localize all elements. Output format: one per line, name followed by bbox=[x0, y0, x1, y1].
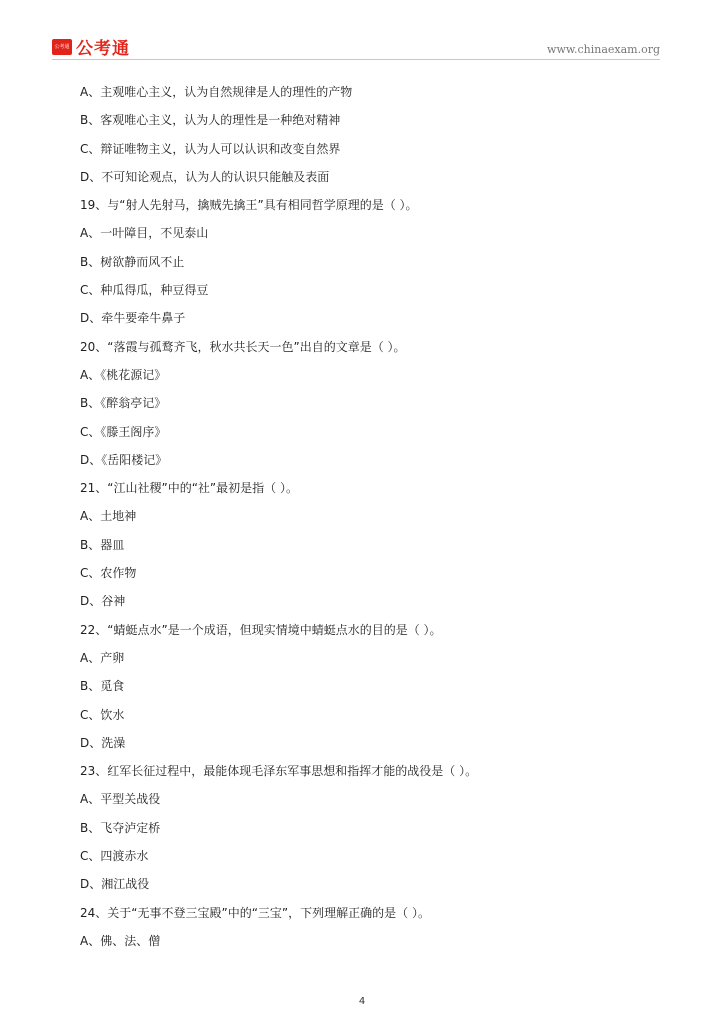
option-a-q23: A、平型关战役 bbox=[80, 792, 161, 807]
option-c-q21: C、农作物 bbox=[80, 566, 137, 581]
option-d-q20: D、《岳阳楼记》 bbox=[80, 452, 168, 467]
question-24: 24、关于“无事不登三宝殿”中的“三宝”，下列理解正确的是（ ）。 bbox=[80, 905, 430, 920]
option-b-q18: B、客观唯心主义，认为人的理性是一种绝对精神 bbox=[80, 113, 341, 128]
logo-text: 公考通 bbox=[76, 39, 130, 59]
option-b-q22: B、觅食 bbox=[80, 679, 125, 694]
question-19: 19、与“射人先射马，擒贼先擒王”具有相同哲学原理的是（ ）。 bbox=[80, 198, 418, 213]
question-20: 20、“落霞与孤鹜齐飞，秋水共长天一色”出自的文章是（ ）。 bbox=[80, 339, 406, 354]
option-a-q18: A、主观唯心主义，认为自然规律是人的理性的产物 bbox=[80, 85, 353, 99]
option-d-q21: D、谷神 bbox=[80, 594, 126, 609]
option-b-q19: B、树欲静而风不止 bbox=[80, 254, 185, 269]
option-a-q21: A、土地神 bbox=[80, 509, 137, 524]
page-header bbox=[0, 0, 724, 64]
option-c-q18: C、辩证唯物主义，认为人可以认识和改变自然界 bbox=[80, 141, 341, 156]
site-url: www.chinaexam.org bbox=[547, 43, 660, 56]
option-d-q19: D、牵牛要牵牛鼻子 bbox=[80, 311, 186, 326]
option-a-q20: A、《桃花源记》 bbox=[80, 367, 167, 382]
question-23: 23、红军长征过程中，最能体现毛泽东军事思想和指挥才能的战役是（ ）。 bbox=[80, 764, 478, 779]
question-22: 22、“蜻蜓点水”是一个成语，但现实情境中蜻蜓点水的目的是（ ）。 bbox=[80, 622, 442, 637]
option-d-q22: D、洗澡 bbox=[80, 735, 126, 750]
option-d-q18: D、不可知论观点，认为人的认识只能触及表面 bbox=[80, 169, 330, 184]
option-b-q21: B、器皿 bbox=[80, 537, 125, 552]
page-number: 4 bbox=[358, 996, 366, 1007]
option-c-q19: C、种瓜得瓜，种豆得豆 bbox=[80, 283, 209, 298]
option-c-q20: C、《滕王阁序》 bbox=[80, 424, 167, 439]
option-a-q22: A、产卵 bbox=[80, 650, 125, 665]
option-c-q22: C、饮水 bbox=[80, 707, 125, 722]
option-c-q23: C、四渡赤水 bbox=[80, 849, 149, 864]
question-content bbox=[80, 78, 670, 955]
option-a-q24: A、佛、法、僧 bbox=[80, 933, 161, 948]
option-b-q23: B、飞夺泸定桥 bbox=[80, 820, 161, 835]
brand-logo bbox=[52, 34, 130, 59]
question-21: 21、“江山社稷”中的“社”最初是指（ ）。 bbox=[80, 481, 298, 496]
header-divider bbox=[52, 59, 660, 60]
option-a-q19: A、一叶障目，不见泰山 bbox=[80, 226, 209, 241]
option-d-q23: D、湘江战役 bbox=[80, 877, 150, 892]
option-b-q20: B、《醉翁亭记》 bbox=[80, 396, 167, 411]
logo-badge: 公考通 bbox=[52, 39, 72, 55]
